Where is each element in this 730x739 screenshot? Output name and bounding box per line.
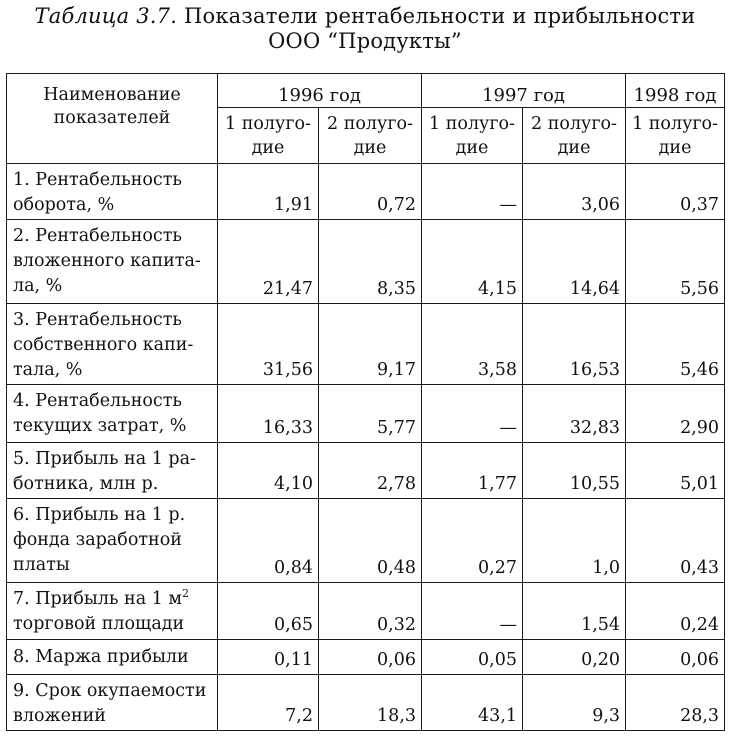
indicators-table [6,73,725,731]
table-cell: — [422,164,523,220]
table-cell: 28,3 [626,675,725,731]
table-cell: 32,83 [523,385,626,443]
caption-label: Таблица 3.7. [34,4,178,28]
table-cell: 1,77 [422,443,523,499]
table-cell: 4,15 [422,220,523,304]
table-cell: 5,01 [626,443,725,499]
table-row [7,499,725,583]
table-cell: 0,20 [523,640,626,675]
table-row [7,640,725,675]
table-cell: 2,78 [319,443,422,499]
header-half: 1 полуго- дие [218,108,319,164]
table-cell: 0,37 [626,164,725,220]
table-cell: 43,1 [422,675,523,731]
table-cell: 9,17 [319,304,422,385]
table-row [7,220,725,304]
table-cell: 16,33 [218,385,319,443]
caption-title: Показатели рентабельности и прибыльности [184,4,696,28]
table-cell: 9,3 [523,675,626,731]
table-cell: 7,2 [218,675,319,731]
header-half: 1 полуго- дие [626,108,725,164]
table-cell: 0,43 [626,499,725,583]
table-cell: 0,24 [626,583,725,640]
header-year-1998: 1998 год [626,74,725,108]
table-cell: 0,05 [422,640,523,675]
table-row [7,385,725,443]
indicator-name-main: 7. Прибыль на 1 м [13,589,183,609]
indicator-name: 2. Рентабельность вложенного капита- ла, % [7,220,218,304]
table-cell: 10,55 [523,443,626,499]
table-cell: — [422,385,523,443]
table-cell: 4,10 [218,443,319,499]
table-cell: 2,90 [626,385,725,443]
table-cell: 21,47 [218,220,319,304]
table-cell: 0,48 [319,499,422,583]
table-cell: 0,27 [422,499,523,583]
caption-subtitle: ООО “Продукты” [268,29,462,53]
header-half: 2 полуго- дие [319,108,422,164]
table-cell: 31,56 [218,304,319,385]
table-caption [0,4,730,54]
table-cell: 1,54 [523,583,626,640]
table-cell: 5,56 [626,220,725,304]
indicator-name-tail: торговой площади [13,614,185,634]
table-cell: 0,11 [218,640,319,675]
table-row [7,304,725,385]
indicator-name: 3. Рентабельность собственного капи- тала, % [7,304,218,385]
table-cell: 1,0 [523,499,626,583]
table-cell: — [422,583,523,640]
table-row [7,583,725,640]
header-indicator-name: Наименование показателей [7,74,218,164]
table-cell: 0,06 [319,640,422,675]
header-year-1997: 1997 год [422,74,626,108]
superscript-two: 2 [182,587,190,601]
table-cell: 3,58 [422,304,523,385]
table-cell: 0,06 [626,640,725,675]
indicator-name [7,583,218,640]
indicator-name: 6. Прибыль на 1 р. фонда заработной платы [7,499,218,583]
table-cell: 0,65 [218,583,319,640]
indicator-name: 4. Рентабельность текущих затрат, % [7,385,218,443]
indicator-name: 1. Рентабельность оборота, % [7,164,218,220]
header-row-years [7,74,725,108]
table-row [7,164,725,220]
table-cell: 18,3 [319,675,422,731]
table-cell: 1,91 [218,164,319,220]
indicator-name: 5. Прибыль на 1 ра- ботника, млн р. [7,443,218,499]
table-row [7,675,725,731]
table-cell: 14,64 [523,220,626,304]
indicator-name: 9. Срок окупаемости вложений [7,675,218,731]
table-cell: 0,84 [218,499,319,583]
table-cell: 3,06 [523,164,626,220]
caption-line-1 [0,4,730,29]
table-cell: 0,72 [319,164,422,220]
table-cell: 5,77 [319,385,422,443]
indicator-name: 8. Маржа прибыли [7,640,218,675]
table-cell: 8,35 [319,220,422,304]
header-year-1996: 1996 год [218,74,422,108]
table-cell: 5,46 [626,304,725,385]
header-half: 2 полуго- дие [523,108,626,164]
table-row [7,443,725,499]
table-cell: 0,32 [319,583,422,640]
table-cell: 16,53 [523,304,626,385]
header-half: 1 полуго- дие [422,108,523,164]
